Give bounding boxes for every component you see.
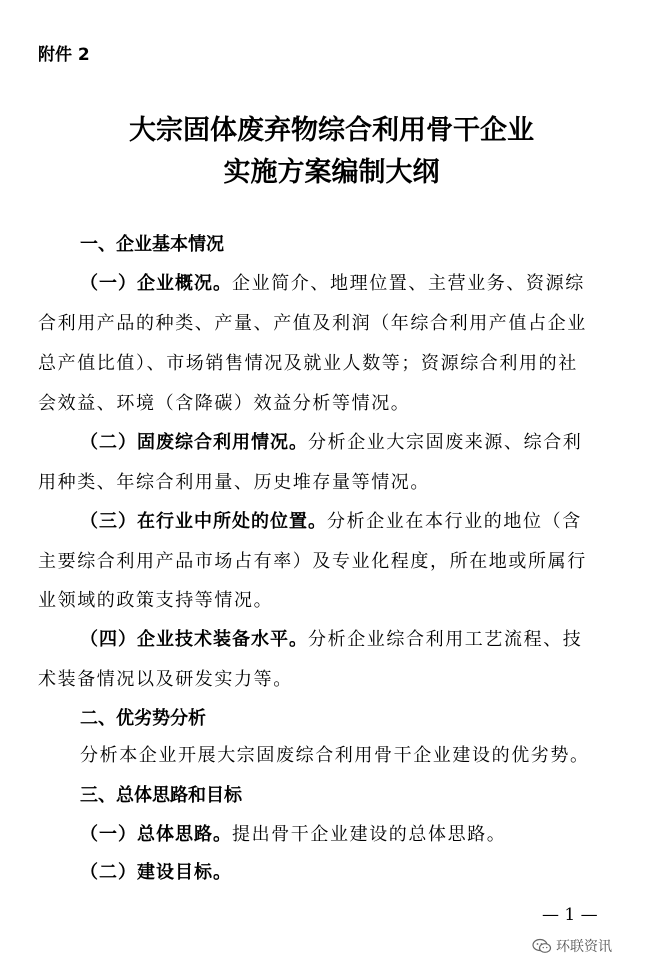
text-run: 提出骨干企业建设的总体思路。 xyxy=(232,824,507,845)
subheading-overall-approach: （一）总体思路。 xyxy=(80,824,232,845)
paragraph-line xyxy=(80,820,506,846)
wechat-icon xyxy=(532,938,552,954)
paragraph-line: 会效益、环境（含降碳）效益分析等情况。 xyxy=(38,393,411,414)
text-run: 企业简介、地理位置、主营业务、资源综 xyxy=(232,273,585,294)
paragraph-line: 业领域的政策支持等情况。 xyxy=(38,590,274,611)
section-heading-approach-goals: 三、总体思路和目标 xyxy=(80,785,242,806)
document-title-line1: 大宗固体废弃物综合利用骨干企业 xyxy=(129,115,534,146)
page-number: — 1 — xyxy=(542,905,598,925)
document-title-line2: 实施方案编制大纲 xyxy=(223,157,440,188)
watermark xyxy=(532,936,612,956)
paragraph-line: 术装备情况以及研发实力等。 xyxy=(38,669,293,690)
subheading-industry-position: （三）在行业中所处的位置。 xyxy=(80,511,327,532)
watermark-text: 环联资讯 xyxy=(556,939,612,955)
subheading-waste-utilization: （二）固废综合利用情况。 xyxy=(80,432,308,453)
section-heading-basic-info: 一、企业基本情况 xyxy=(80,234,224,255)
paragraph-line: 主要综合利用产品市场占有率）及专业化程度，所在地或所属行 xyxy=(38,551,587,572)
text-run: 分析企业在本行业的地位（含 xyxy=(327,511,582,532)
paragraph-line xyxy=(80,507,582,533)
paragraph-line xyxy=(80,428,582,454)
paragraph-line: 总产值比值）、市场销售情况及就业人数等；资源综合利用的社 xyxy=(38,353,578,374)
paragraph-line xyxy=(80,858,232,884)
attachment-label: 附件 2 xyxy=(38,45,90,65)
paragraph-line xyxy=(80,625,582,651)
subheading-build-goals: （二）建设目标。 xyxy=(80,862,232,883)
paragraph-line xyxy=(80,269,585,295)
section-heading-swot: 二、优劣势分析 xyxy=(80,708,206,729)
text-run: 分析企业综合利用工艺流程、技 xyxy=(308,629,583,650)
paragraph-line: 分析本企业开展大宗固废综合利用骨干企业建设的优劣势。 xyxy=(80,745,590,766)
text-run: 分析企业大宗固废来源、综合利 xyxy=(308,432,583,453)
subheading-overview: （一）企业概况。 xyxy=(80,273,232,294)
paragraph-line: 合利用产品的种类、产量、产值及利润（年综合利用产值占企业 xyxy=(38,313,587,334)
paragraph-line: 用种类、年综合利用量、历史堆存量等情况。 xyxy=(38,472,430,493)
subheading-tech-equipment: （四）企业技术装备水平。 xyxy=(80,629,308,650)
